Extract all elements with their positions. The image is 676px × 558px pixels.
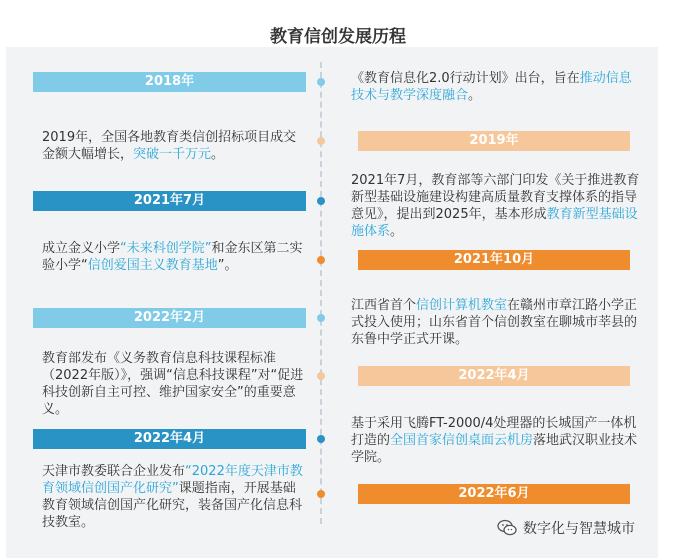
body-text: 课题指南，开展基础教育领域信创国产化研究，装备国产化信息科技教室。 bbox=[42, 481, 303, 530]
footer-label: 数字化与智慧城市 bbox=[523, 521, 635, 537]
timeline-axis bbox=[320, 62, 322, 524]
wechat-icon bbox=[497, 519, 517, 537]
body-text: 2019年，全国各地教育类信创招标项目成交金额大幅增长， bbox=[42, 130, 297, 162]
footer-watermark bbox=[497, 518, 635, 538]
timeline-dot bbox=[317, 197, 325, 205]
body-text: 《教育信息化2.0行动计划》出台，旨在 bbox=[351, 71, 580, 86]
timeline-dot bbox=[317, 256, 325, 264]
event-date-badge: 2021年10月 bbox=[358, 250, 630, 270]
timeline-dot bbox=[317, 490, 325, 498]
event-description bbox=[42, 463, 304, 531]
highlight-text: “未来科创学院” bbox=[120, 241, 212, 256]
highlight-text: 信创计算机教室 bbox=[416, 298, 508, 313]
timeline-dot bbox=[317, 137, 325, 145]
event-date-badge: 2019年 bbox=[358, 131, 630, 151]
event-description bbox=[42, 240, 304, 274]
body-text: 落地武汉职业技术学院。 bbox=[351, 433, 638, 465]
highlight-text: 全国首家信创桌面云机房 bbox=[390, 433, 534, 448]
highlight-text: 推动信息技术与教学深度融合 bbox=[351, 71, 632, 103]
event-date-badge: 2021年7月 bbox=[33, 191, 306, 211]
highlight-text: 突破一千万元 bbox=[133, 147, 212, 162]
timeline-dot bbox=[317, 372, 325, 380]
event-description bbox=[351, 172, 641, 240]
event-date-badge: 2022年2月 bbox=[33, 308, 306, 328]
event-date-badge: 2018年 bbox=[33, 72, 306, 92]
page-title: 教育信创发展历程 bbox=[270, 27, 406, 47]
highlight-text: “2022年度天津市教育领域信创国产化研究” bbox=[42, 464, 303, 496]
body-text: 。 bbox=[211, 147, 225, 162]
event-date-badge: 2022年6月 bbox=[358, 484, 630, 504]
body-text: 成立金义小学 bbox=[42, 241, 121, 256]
event-date-badge: 2022年4月 bbox=[358, 366, 630, 386]
event-description bbox=[351, 297, 641, 348]
body-text: 。 bbox=[468, 88, 482, 103]
event-date-badge: 2022年4月 bbox=[33, 429, 306, 449]
body-text: 教育部发布《义务教育信息科技课程标准（2022年版）》，强调“信息科技课程”对“促进科技创新自主可控、维护国家安全”的重要意义。 bbox=[42, 351, 304, 417]
body-text: 。 bbox=[390, 224, 404, 239]
event-description bbox=[42, 350, 304, 418]
body-text: 江西省首个 bbox=[351, 298, 417, 313]
timeline-dot bbox=[317, 78, 325, 86]
timeline-dot bbox=[317, 435, 325, 443]
event-description bbox=[351, 70, 641, 104]
highlight-text: 教育新型基础设施体系 bbox=[351, 207, 638, 239]
body-text: 和金东区第二实验小学“ bbox=[42, 241, 303, 273]
body-text: 2021年7月，教育部等六部门印发《关于推进教育新型基础设施建设构建高质量教育支撑体系的指导意见》，提出到2025年，基本形成 bbox=[351, 173, 640, 222]
body-text: 天津市教委联合企业发布 bbox=[42, 464, 186, 479]
body-text: ”。 bbox=[217, 258, 238, 273]
event-description bbox=[42, 129, 304, 163]
body-text: 基于采用飞腾FT-2000/4处理器的长城国产一体机打造的 bbox=[351, 416, 637, 448]
body-text: 在赣州市章江路小学正式投入使用；山东省首个信创教室在聊城市莘县的东鲁中学正式开课。 bbox=[351, 298, 638, 347]
highlight-text: 信创爱国主义教育基地 bbox=[87, 258, 218, 273]
event-description bbox=[351, 415, 641, 466]
timeline-dot bbox=[317, 314, 325, 322]
